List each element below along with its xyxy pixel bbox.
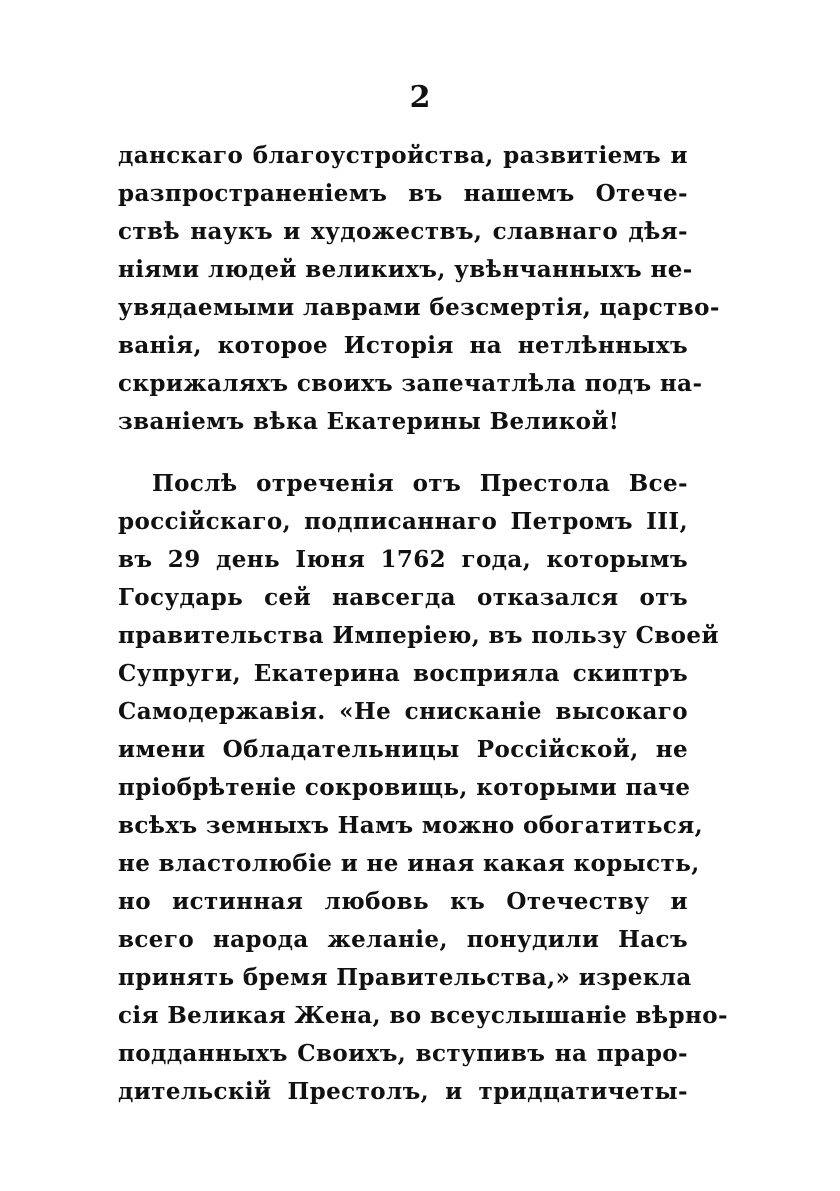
text-line: ствѣ наукъ и художествъ, славнаго дѣя- [118,218,688,245]
text-line: всѣхъ земныхъ Намъ можно обогатиться, [118,812,704,839]
text-line: не властолюбіе и не иная какая корысть, [118,850,700,877]
text-line: увядаемыми лаврами безсмертія, царство- [118,294,720,321]
text-line: Государь сей навсегда отказался отъ [118,584,688,611]
text-line: ванія, которое Исторія на нетлѣнныхъ [118,332,688,359]
text-line: правительства Имперіею, въ пользу Своей [118,622,719,649]
page-number: 2 [409,80,431,115]
text-line: имени Обладательницы Россійской, не [118,736,688,763]
text-line: но истинная любовь къ Отечеству и [118,888,688,915]
text-line: въ 29 день Іюня 1762 года, которымъ [118,546,688,573]
text-line: званіемъ вѣка Екатерины Великой! [118,408,620,435]
text-line: всего народа желаніе, понудили Насъ [118,926,688,953]
text-line: пріобрѣтеніе сокровищь, которыми паче [118,774,691,801]
paragraph-1 [118,137,720,441]
text-line: разпространеніемъ въ нашемъ Отече- [118,180,688,207]
text-line: ніями людей великихъ, увѣнчанныхъ не- [118,256,693,283]
text-line: Самодержавія. «Не снисканіе высокаго [118,698,688,725]
text-line: дительскій Престолъ, и тридцатичеты- [118,1078,688,1105]
text-line: скрижаляхъ своихъ запечатлѣла подъ на- [118,370,703,397]
text-line: принять бремя Правительства,» изрекла [118,964,692,991]
text-line: Послѣ отреченія отъ Престола Все- [152,470,688,497]
text-line: данскаго благоустройства, развитіемъ и [118,142,688,169]
text-line: россійскаго, подписаннаго Петромъ III, [118,508,688,535]
text-line: сія Великая Жена, во всеуслышаніе вѣрно- [118,1002,728,1029]
text-line: подданныхъ Своихъ, вступивъ на прaро- [118,1040,688,1067]
paragraph-2 [118,465,728,1111]
text-line: Супруги, Екатерина восприяла скиптръ [118,660,688,687]
